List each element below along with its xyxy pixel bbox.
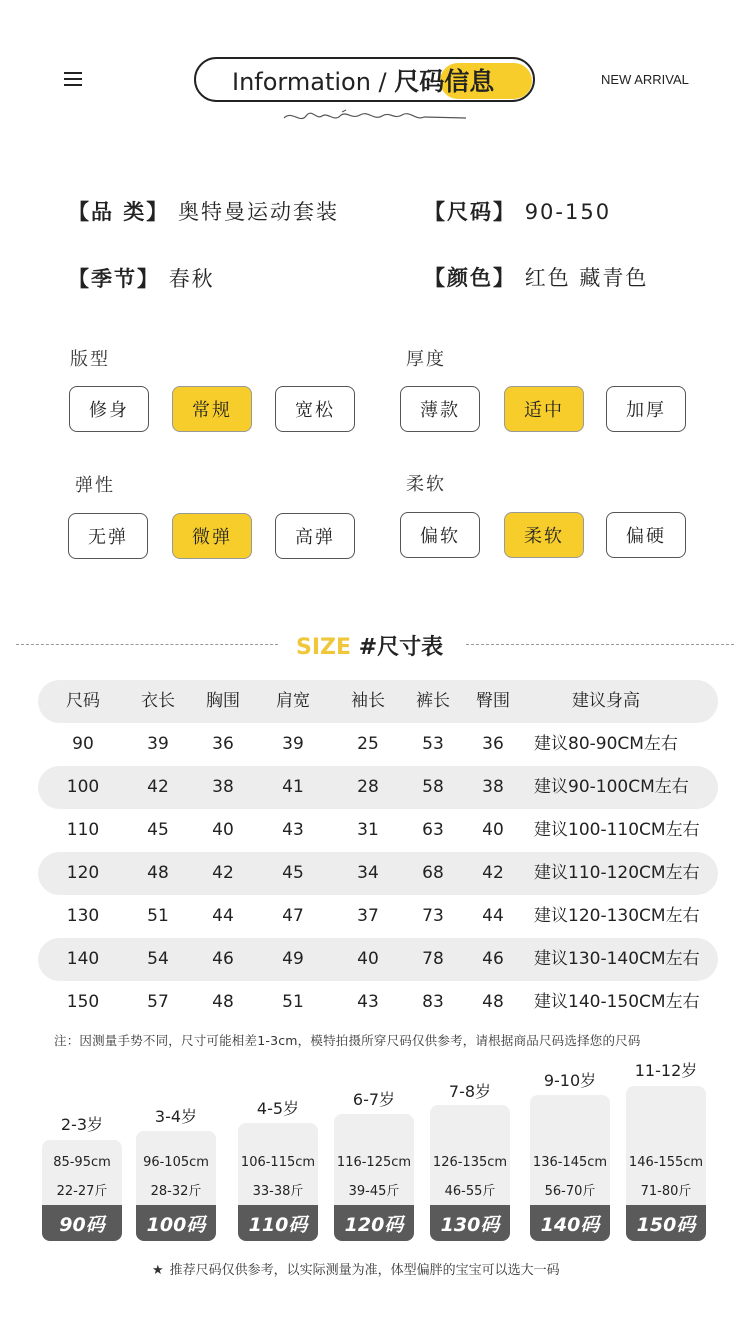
size-card-140 bbox=[530, 1095, 610, 1241]
title-cn: 尺码信息 bbox=[394, 67, 495, 96]
table-cell: 42 bbox=[482, 863, 504, 883]
table-cell: 建议110-120CM左右 bbox=[534, 863, 700, 883]
card-weight: 33-38斤 bbox=[252, 1184, 304, 1199]
table-cell: 38 bbox=[482, 777, 504, 797]
table-row bbox=[38, 852, 718, 895]
color-value: 红色 藏青色 bbox=[524, 266, 649, 290]
measurement-note: 注：因测量手势不同，尺寸可能相差1-3cm，模特拍摄所穿尺码仅供参考，请根据商品尺码选择您的尺码 bbox=[54, 1033, 641, 1048]
table-cell: 63 bbox=[422, 820, 444, 840]
table-cell: 46 bbox=[212, 949, 234, 969]
table-cell: 建议80-90CM左右 bbox=[534, 734, 678, 754]
card-weight: 28-32斤 bbox=[150, 1184, 202, 1199]
card-size-tag: 140码 bbox=[530, 1205, 610, 1241]
table-header-cell: 胸围 bbox=[206, 691, 240, 711]
fit-option-loose[interactable]: 宽松 bbox=[275, 386, 355, 432]
table-row bbox=[38, 981, 718, 1024]
signature-scribble-icon bbox=[282, 106, 468, 130]
table-cell: 46 bbox=[482, 949, 504, 969]
card-size-tag: 130码 bbox=[430, 1205, 510, 1241]
table-row bbox=[38, 895, 718, 938]
table-cell: 37 bbox=[357, 906, 379, 926]
table-cell: 90 bbox=[72, 734, 94, 754]
table-cell: 57 bbox=[147, 992, 169, 1012]
table-cell: 140 bbox=[66, 949, 100, 969]
fit-option-slim[interactable]: 修身 bbox=[69, 386, 149, 432]
table-cell: 47 bbox=[282, 906, 304, 926]
card-size-tag: 150码 bbox=[626, 1205, 706, 1241]
table-cell: 44 bbox=[212, 906, 234, 926]
table-cell: 42 bbox=[212, 863, 234, 883]
table-cell: 25 bbox=[357, 734, 379, 754]
star-icon: ★ bbox=[152, 1263, 164, 1278]
title-en: Information / bbox=[232, 68, 395, 96]
table-cell: 58 bbox=[422, 777, 444, 797]
season-key: 【季节】 bbox=[68, 267, 160, 291]
table-cell: 40 bbox=[357, 949, 379, 969]
fit-label: 版型 bbox=[70, 349, 110, 370]
table-row bbox=[38, 766, 718, 809]
table-cell: 49 bbox=[282, 949, 304, 969]
card-height: 146-155cm bbox=[628, 1155, 704, 1170]
card-weight: 46-55斤 bbox=[444, 1184, 496, 1199]
card-weight: 56-70斤 bbox=[544, 1184, 596, 1199]
table-header-cell: 裤长 bbox=[416, 691, 450, 711]
thickness-label: 厚度 bbox=[406, 349, 446, 370]
table-row bbox=[38, 723, 718, 766]
table-cell: 36 bbox=[212, 734, 234, 754]
category-value: 奥特曼运动套装 bbox=[178, 200, 339, 224]
card-weight: 39-45斤 bbox=[348, 1184, 400, 1199]
thickness-option-thin[interactable]: 薄款 bbox=[400, 386, 480, 432]
table-cell: 45 bbox=[147, 820, 169, 840]
table-header-row bbox=[38, 680, 718, 723]
info-size bbox=[424, 196, 611, 226]
table-header-cell: 建议身高 bbox=[572, 691, 640, 711]
elasticity-option-none[interactable]: 无弹 bbox=[68, 513, 148, 559]
color-key: 【颜色】 bbox=[424, 266, 516, 290]
table-cell: 48 bbox=[212, 992, 234, 1012]
table-cell: 建议130-140CM左右 bbox=[534, 949, 700, 969]
card-size-tag: 120码 bbox=[334, 1205, 414, 1241]
softness-option-firm[interactable]: 偏硬 bbox=[606, 512, 686, 558]
table-cell: 31 bbox=[357, 820, 379, 840]
age-label: 4-5岁 bbox=[256, 1099, 300, 1118]
table-cell: 100 bbox=[66, 777, 100, 797]
elasticity-option-high[interactable]: 高弹 bbox=[275, 513, 355, 559]
table-cell: 73 bbox=[422, 906, 444, 926]
card-weight: 22-27斤 bbox=[56, 1184, 108, 1199]
table-cell: 建议140-150CM左右 bbox=[534, 992, 700, 1012]
fit-option-regular[interactable]: 常规 bbox=[172, 386, 252, 432]
category-key: 【品 类】 bbox=[68, 200, 170, 224]
table-cell: 43 bbox=[357, 992, 379, 1012]
card-size-tag: 110码 bbox=[238, 1205, 318, 1241]
table-row bbox=[38, 809, 718, 852]
size-card-110 bbox=[238, 1123, 318, 1241]
table-cell: 78 bbox=[422, 949, 444, 969]
table-header-cell: 袖长 bbox=[351, 691, 385, 711]
table-cell: 42 bbox=[147, 777, 169, 797]
size-table-heading bbox=[296, 630, 443, 661]
card-height: 96-105cm bbox=[143, 1155, 209, 1170]
table-cell: 建议90-100CM左右 bbox=[534, 777, 689, 797]
table-cell: 130 bbox=[66, 906, 100, 926]
size-value: 90-150 bbox=[524, 200, 612, 224]
size-heading-en: SIZE bbox=[296, 635, 352, 660]
table-row bbox=[38, 938, 718, 981]
table-cell: 51 bbox=[147, 906, 169, 926]
table-cell: 53 bbox=[422, 734, 444, 754]
table-cell: 120 bbox=[66, 863, 100, 883]
table-cell: 54 bbox=[147, 949, 169, 969]
card-size-tag: 90码 bbox=[42, 1205, 122, 1241]
table-cell: 68 bbox=[422, 863, 444, 883]
divider-right bbox=[466, 644, 734, 645]
size-table bbox=[38, 680, 718, 1024]
softness-option-soft-ish[interactable]: 偏软 bbox=[400, 512, 480, 558]
divider-left bbox=[16, 644, 278, 645]
table-cell: 44 bbox=[482, 906, 504, 926]
footer-note bbox=[152, 1259, 560, 1278]
table-cell: 建议120-130CM左右 bbox=[534, 906, 700, 926]
table-cell: 39 bbox=[282, 734, 304, 754]
size-card-130 bbox=[430, 1105, 510, 1241]
card-height: 106-115cm bbox=[240, 1155, 316, 1170]
table-header-cell: 臀围 bbox=[476, 691, 510, 711]
table-cell: 45 bbox=[282, 863, 304, 883]
size-key: 【尺码】 bbox=[424, 200, 516, 224]
table-cell: 48 bbox=[147, 863, 169, 883]
card-size-tag: 100码 bbox=[136, 1205, 216, 1241]
age-label: 2-3岁 bbox=[60, 1115, 104, 1134]
size-card-90 bbox=[42, 1140, 122, 1241]
card-height: 136-145cm bbox=[532, 1155, 608, 1170]
card-height: 116-125cm bbox=[336, 1155, 412, 1170]
age-label: 9-10岁 bbox=[543, 1071, 597, 1090]
card-height: 85-95cm bbox=[53, 1155, 111, 1170]
size-card-100 bbox=[136, 1131, 216, 1241]
age-label: 7-8岁 bbox=[448, 1082, 492, 1101]
size-card-120 bbox=[334, 1114, 414, 1241]
table-cell: 38 bbox=[212, 777, 234, 797]
table-cell: 39 bbox=[147, 734, 169, 754]
footer-text: 推荐尺码仅供参考，以实际测量为准，体型偏胖的宝宝可以选大一码 bbox=[169, 1263, 560, 1278]
age-label: 3-4岁 bbox=[154, 1107, 198, 1126]
table-cell: 43 bbox=[282, 820, 304, 840]
table-cell: 34 bbox=[357, 863, 379, 883]
season-value: 春秋 bbox=[168, 267, 215, 291]
table-cell: 48 bbox=[482, 992, 504, 1012]
table-cell: 83 bbox=[422, 992, 444, 1012]
table-cell: 41 bbox=[282, 777, 304, 797]
table-cell: 建议100-110CM左右 bbox=[534, 820, 700, 840]
table-header-cell: 肩宽 bbox=[276, 691, 310, 711]
elasticity-label: 弹性 bbox=[75, 475, 115, 496]
table-cell: 110 bbox=[66, 820, 100, 840]
card-height: 126-135cm bbox=[432, 1155, 508, 1170]
page-title bbox=[232, 62, 494, 98]
size-heading-cn: #尺寸表 bbox=[358, 635, 444, 660]
table-cell: 150 bbox=[66, 992, 100, 1012]
info-color bbox=[424, 262, 648, 292]
size-card-150 bbox=[626, 1086, 706, 1241]
menu-icon[interactable] bbox=[64, 72, 82, 86]
card-weight: 71-80斤 bbox=[640, 1184, 692, 1199]
table-cell: 28 bbox=[357, 777, 379, 797]
age-label: 11-12岁 bbox=[634, 1061, 698, 1080]
table-cell: 40 bbox=[482, 820, 504, 840]
table-header-cell: 衣长 bbox=[141, 691, 175, 711]
elasticity-option-slight[interactable]: 微弹 bbox=[172, 513, 252, 559]
thickness-option-medium[interactable]: 适中 bbox=[504, 386, 584, 432]
table-cell: 51 bbox=[282, 992, 304, 1012]
softness-label: 柔软 bbox=[406, 474, 446, 495]
age-label: 6-7岁 bbox=[352, 1090, 396, 1109]
table-header-cell: 尺码 bbox=[66, 691, 100, 711]
new-arrival-label: NEW ARRIVAL bbox=[601, 72, 689, 87]
table-cell: 40 bbox=[212, 820, 234, 840]
thickness-option-thick[interactable]: 加厚 bbox=[606, 386, 686, 432]
table-cell: 36 bbox=[482, 734, 504, 754]
info-category bbox=[68, 196, 339, 226]
info-season bbox=[68, 263, 215, 293]
softness-option-soft[interactable]: 柔软 bbox=[504, 512, 584, 558]
